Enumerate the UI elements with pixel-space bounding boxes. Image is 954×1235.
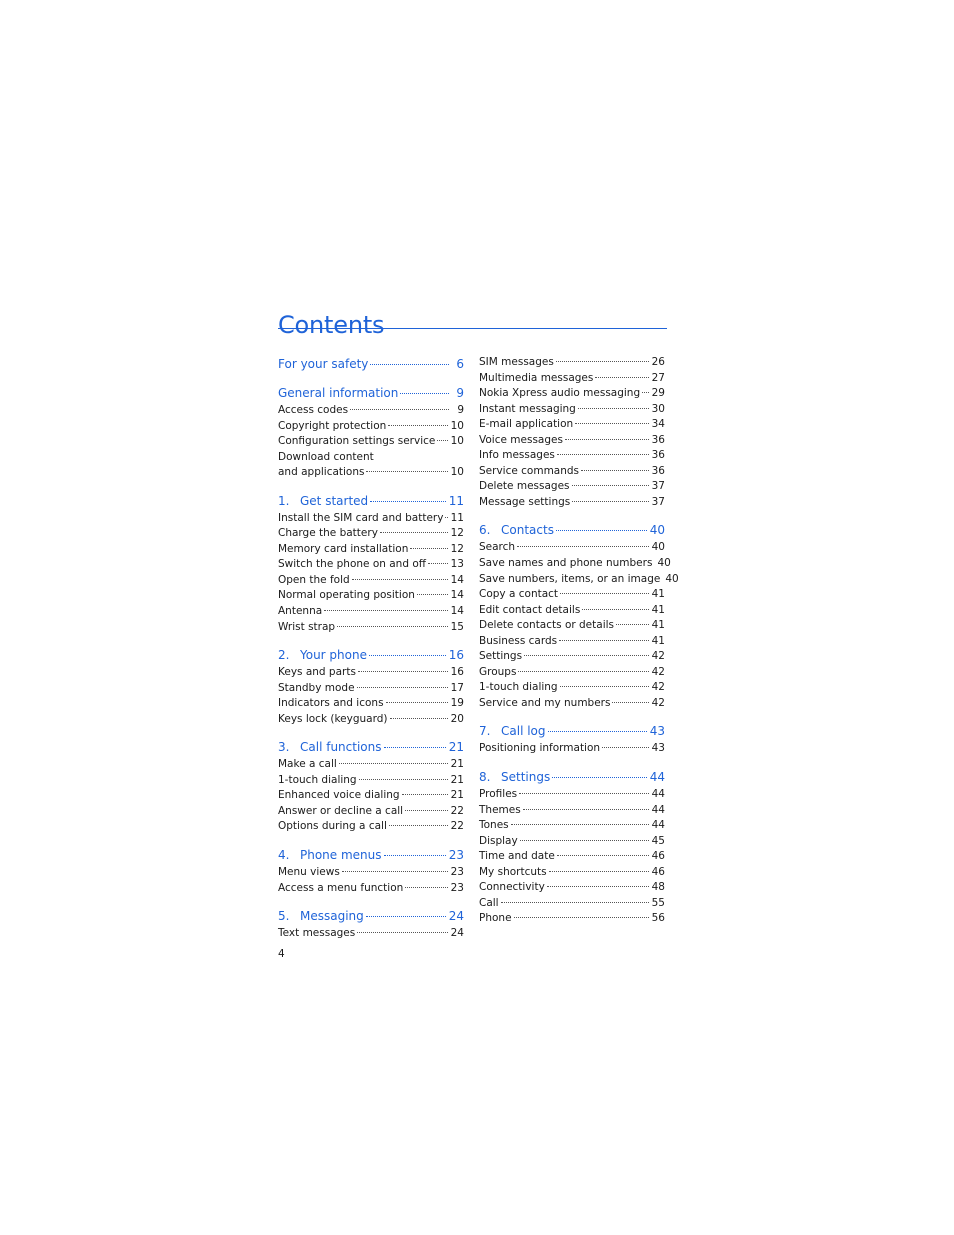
toc-page-number: 21 [450,773,464,786]
toc-page-number: 44 [649,770,665,785]
toc-page-number: 30 [651,402,665,415]
toc-page-number: 17 [450,681,464,694]
toc-entry-label: Nokia Xpress audio messaging [479,387,641,400]
toc-dot-leader [366,916,446,917]
toc-entry[interactable] [278,681,464,697]
toc-chapter-entry[interactable] [278,646,464,664]
toc-page-number: 55 [651,896,665,909]
toc-entry-label: Phone [479,912,512,925]
toc-section [479,521,679,711]
toc-chapter-label: Call log [501,724,546,739]
toc-dot-leader [595,377,648,378]
toc-chapter-title [278,907,364,925]
toc-page-number: 37 [651,480,665,493]
toc-dot-leader [417,594,448,595]
toc-dot-leader [549,871,649,872]
toc-chapter-entry[interactable] [479,722,665,740]
toc-entry-label: Service commands [479,464,580,477]
toc-entry[interactable] [479,386,665,402]
toc-chapter-label: Messaging [300,909,364,924]
toc-page-number: 44 [651,788,665,801]
toc-entry-label: Profiles [479,788,518,801]
toc-dot-leader [560,686,649,687]
toc-dot-leader [384,747,446,748]
toc-entry-label: Save names and phone numbers [479,557,653,570]
toc-dot-leader [517,546,649,547]
toc-entry[interactable] [479,634,665,650]
toc-entry[interactable] [278,696,464,712]
toc-page-number: 6 [456,357,464,371]
toc-entry-label: Info messages [479,449,555,462]
toc-page-number: 10 [450,435,464,448]
toc-chapter-number: 3. [278,740,290,755]
toc-page-number: 14 [450,605,464,618]
toc-dot-leader [523,809,649,810]
toc-entry-label: Instant messaging [479,402,576,415]
toc-entry[interactable] [479,371,665,387]
toc-section [278,384,464,481]
toc-entry-label: Voice messages [479,433,563,446]
toc-entry[interactable] [479,618,665,634]
toc-page-number: 40 [665,572,679,585]
toc-dot-leader [520,840,649,841]
toc-page-number: 9 [457,404,464,416]
toc-dot-leader [556,361,649,362]
toc-entry[interactable] [278,865,464,881]
toc-entry[interactable] [278,757,464,773]
toc-chapter-title [278,738,382,756]
toc-left-column [278,355,464,953]
toc-chapter-number: 6. [479,523,491,538]
toc-chapter-title [278,492,368,510]
toc-page-number: 26 [651,356,665,368]
toc-page-number: 21 [450,789,464,802]
toc-chapter-entry[interactable] [479,768,665,786]
toc-page-number: 45 [651,834,665,847]
toc-entry[interactable] [479,680,665,696]
toc-entry[interactable] [479,834,665,850]
toc-entry-label: Save numbers, items, or an image [479,572,661,585]
toc-page-number: 21 [448,740,464,755]
toc-dot-leader [519,793,649,794]
toc-chapter-label: Phone menus [300,848,382,863]
toc-dot-leader [445,517,447,518]
toc-entry-label: Enhanced voice dialing [278,789,400,802]
toc-dot-leader [511,824,649,825]
toc-entry[interactable] [479,417,665,433]
toc-chapter-label: Settings [501,770,551,785]
toc-dot-leader [357,687,448,688]
toc-entry-label: Charge the battery [278,527,378,540]
toc-page-number: 40 [649,523,665,538]
toc-entry[interactable] [278,573,464,589]
toc-page-number: 42 [651,681,665,694]
toc-page-number: 46 [651,865,665,878]
toc-page-number: 41 [651,588,665,601]
toc-dot-leader [578,408,649,409]
toc-entry[interactable] [479,603,665,619]
toc-dot-leader [402,794,448,795]
toc-page-number: 13 [450,558,464,571]
toc-dot-leader [380,532,448,533]
toc-dot-leader [337,626,448,627]
toc-entry[interactable] [278,804,464,820]
toc-entry-label: Call [479,896,499,909]
toc-chapter-label: Contacts [501,523,554,538]
toc-dot-leader [357,932,447,933]
toc-section [278,492,464,635]
toc-entry-label: Edit contact details [479,603,581,616]
toc-chapter-entry[interactable] [278,355,464,373]
toc-entry[interactable] [278,403,464,419]
toc-entry[interactable] [479,911,665,927]
toc-entry[interactable] [479,572,679,588]
toc-dot-leader [369,655,446,656]
toc-entry-label: Search [479,541,516,554]
toc-page-number: 12 [450,542,464,555]
toc-page-number: 41 [651,619,665,632]
toc-entry-label: 1-touch dialing [479,681,558,694]
toc-dot-leader [370,364,449,365]
toc-dot-leader [388,425,447,426]
toc-entry-label: Tones [479,819,509,832]
toc-page-number: 42 [651,665,665,678]
toc-dot-leader [350,409,449,410]
toc-entry-label: Message settings [479,495,571,508]
toc-dot-leader [612,702,648,703]
toc-entry-label: Display [479,834,518,847]
toc-chapter-entry[interactable] [278,384,464,402]
toc-page-number: 9 [456,386,464,400]
toc-dot-leader [410,548,447,549]
toc-page-number: 15 [450,620,464,633]
toc-dot-leader [358,671,448,672]
toc-page-number: 36 [651,464,665,477]
toc-page-number: 22 [450,820,464,833]
toc-entry-label: Indicators and icons [278,697,384,710]
toc-page-number: 29 [651,387,665,400]
toc-page-number: 19 [450,697,464,710]
toc-entry[interactable] [479,849,665,865]
toc-page-number: 14 [450,573,464,586]
toc-dot-leader [359,779,448,780]
toc-entry[interactable] [479,818,665,834]
toc-entry-label: Standby mode [278,681,355,694]
toc-dot-leader [400,393,449,394]
toc-entry-label: Keys and parts [278,666,356,679]
toc-chapter-title [479,521,554,539]
toc-entry[interactable] [278,588,464,604]
toc-entry-label: Options during a call [278,820,387,833]
toc-entry-label: 1-touch dialing [278,773,357,786]
toc-entry[interactable] [278,819,464,835]
toc-entry[interactable] [479,464,665,480]
toc-entry-label: Multimedia messages [479,371,594,384]
toc-section [479,355,665,510]
toc-chapter-number: 8. [479,770,491,785]
toc-entry[interactable] [479,880,665,896]
toc-entry[interactable] [479,696,665,712]
toc-page-number: 34 [651,418,665,431]
toc-dot-leader [602,747,649,748]
toc-chapter-title [278,846,382,864]
toc-chapter-title [278,355,368,373]
toc-entry[interactable] [479,402,665,418]
toc-entry[interactable] [479,741,665,757]
toc-dot-leader [386,702,448,703]
toc-entry[interactable] [278,604,464,620]
toc-page-number: 36 [651,433,665,446]
toc-entry[interactable] [278,526,464,542]
toc-dot-leader [518,671,648,672]
toc-chapter-entry[interactable] [278,907,464,925]
toc-page-number: 48 [651,881,665,894]
toc-dot-leader [524,655,649,656]
toc-page-number: 42 [651,696,665,709]
toc-entry[interactable] [479,433,665,449]
toc-dot-leader [556,530,647,531]
toc-chapter-title [278,384,398,402]
toc-dot-leader [390,718,448,719]
toc-entry[interactable] [278,712,464,728]
toc-page-number: 44 [651,803,665,816]
toc-page-number: 22 [450,804,464,817]
toc-page-number: 23 [450,881,464,894]
toc-page-number: 41 [651,603,665,616]
toc-entry-label: Antenna [278,605,323,618]
toc-chapter-label: Get started [300,493,369,508]
toc-chapter-label: For your safety [278,357,369,371]
toc-entry-label: Positioning information [479,742,601,755]
toc-chapter-number: 2. [278,648,290,663]
toc-page-number: 16 [450,666,464,679]
title-rule [278,328,667,329]
toc-entry-label: Make a call [278,758,337,771]
toc-entry[interactable] [278,557,464,573]
toc-dot-leader [565,439,649,440]
toc-entry-label: Open the fold [278,573,350,586]
toc-entry[interactable] [278,620,464,636]
toc-entry-label: Answer or decline a call [278,804,404,817]
toc-dot-leader [552,777,647,778]
toc-page-number: 24 [448,909,464,924]
toc-page-number: 11 [448,493,464,508]
toc-entry[interactable] [278,434,464,450]
toc-page-number: 46 [651,850,665,863]
toc-entry-label: Wrist strap [278,620,336,633]
toc-entry-label: Menu views [278,866,340,879]
toc-entry[interactable] [278,465,464,481]
toc-dot-leader [547,886,649,887]
toc-entry-label: and applications [278,466,365,479]
toc-chapter-entry[interactable] [278,738,464,756]
toc-entry-label: My shortcuts [479,865,547,878]
toc-page-number: 10 [450,466,464,479]
toc-dot-leader [437,440,447,441]
page-title: Contents [278,311,385,340]
toc-entry-label: Connectivity [479,881,545,894]
toc-entry-label: Copy a contact [479,588,559,601]
toc-entry[interactable] [479,865,665,881]
toc-entry-label: Text messages [278,927,356,940]
toc-entry[interactable] [278,773,464,789]
toc-entry[interactable] [479,787,665,803]
toc-entry-label: Time and date [479,850,555,863]
toc-page-number: 23 [450,866,464,879]
toc-chapter-number: 5. [278,909,290,924]
toc-chapter-label: Call functions [300,740,382,755]
toc-entry-label: Access codes [278,404,349,416]
toc-entry[interactable] [479,448,665,464]
toc-page-number: 10 [450,419,464,432]
toc-section [278,846,464,896]
toc-entry-label: Download content [278,450,374,463]
toc-page-number: 24 [450,927,464,940]
toc-page-number: 56 [651,912,665,925]
toc-page-number: 11 [450,511,464,524]
toc-dot-leader [548,731,647,732]
toc-dot-leader [501,902,649,903]
toc-entry[interactable] [479,649,665,665]
toc-entry-label: Configuration settings service [278,435,436,448]
toc-chapter-entry[interactable] [278,846,464,864]
toc-page-number: 21 [450,758,464,771]
toc-entry-label: Themes [479,803,521,816]
toc-dot-leader [384,855,446,856]
toc-dot-leader [342,871,448,872]
toc-page-number: 36 [651,449,665,462]
toc-entry[interactable] [278,926,464,942]
toc-chapter-entry[interactable] [278,492,464,510]
toc-entry-label: Delete messages [479,480,570,493]
toc-section [278,907,464,942]
toc-dot-leader [572,485,649,486]
toc-entry[interactable] [278,881,464,897]
toc-page-number: 23 [448,848,464,863]
toc-chapter-number: 7. [479,724,491,739]
toc-section [278,738,464,835]
toc-dot-leader [370,501,446,502]
toc-entry-label: E-mail application [479,418,574,431]
toc-entry[interactable] [278,665,464,681]
toc-entry-label: Switch the phone on and off [278,558,426,571]
toc-dot-leader [405,810,448,811]
toc-chapter-label: Your phone [300,648,367,663]
toc-entry[interactable] [479,495,665,511]
toc-page-number: 41 [651,634,665,647]
toc-entry[interactable] [479,896,665,912]
toc-entry-label: Settings [479,650,523,663]
toc-entry-label: SIM messages [479,356,554,368]
toc-page-number: 16 [448,648,464,663]
toc-entry-label: Groups [479,665,517,678]
toc-page-number: 40 [657,557,671,570]
toc-entry[interactable] [479,355,665,371]
toc-dot-leader [405,887,447,888]
toc-entry[interactable] [278,419,464,435]
toc-entry[interactable] [479,587,665,603]
toc-entry-label: Keys lock (keyguard) [278,712,388,725]
toc-entry[interactable] [479,665,665,681]
page-number: 4 [278,948,285,960]
toc-entry[interactable] [479,540,665,556]
toc-page-number: 43 [649,724,665,739]
toc-dot-leader [642,392,648,393]
toc-entry[interactable] [479,479,665,495]
toc-dot-leader [389,825,448,826]
toc-dot-leader [581,470,649,471]
toc-section [278,355,464,373]
toc-dot-leader [557,454,649,455]
toc-chapter-title [479,768,550,786]
toc-entry-label: Business cards [479,634,558,647]
toc-entry[interactable] [479,803,665,819]
toc-chapter-number: 1. [278,493,290,508]
toc-dot-leader [428,563,448,564]
toc-entry[interactable] [278,542,464,558]
toc-chapter-number: 4. [278,848,290,863]
toc-entry-label: Normal operating position [278,589,415,602]
toc-entry-label: Copyright protection [278,419,387,432]
toc-dot-leader [324,610,447,611]
toc-dot-leader [339,763,448,764]
toc-chapter-entry[interactable] [479,521,665,539]
toc-entry[interactable] [278,511,464,527]
toc-dot-leader [559,640,649,641]
toc-page-number: 44 [651,819,665,832]
toc-section [278,646,464,727]
toc-entry-label: Install the SIM card and battery [278,511,444,524]
toc-chapter-title [278,646,367,664]
toc-page-number: 43 [651,742,665,755]
toc-dot-leader [514,917,649,918]
toc-page-number: 27 [651,371,665,384]
toc-chapter-title [479,722,546,740]
toc-entry[interactable] [278,450,464,466]
toc-page-number: 40 [651,541,665,554]
toc-page-number: 37 [651,495,665,508]
toc-section [479,768,665,927]
toc-dot-leader [557,855,649,856]
toc-page-number: 14 [450,589,464,602]
toc-entry-label: Memory card installation [278,542,409,555]
toc-right-column [479,355,679,938]
toc-dot-leader [572,501,648,502]
toc-dot-leader [616,624,649,625]
toc-page-number: 20 [450,712,464,725]
toc-entry[interactable] [278,788,464,804]
toc-dot-leader [575,423,648,424]
toc-entry-label: Access a menu function [278,881,404,894]
toc-dot-leader [582,609,648,610]
toc-section [479,722,665,757]
toc-page-number: 42 [651,650,665,663]
toc-dot-leader [352,579,448,580]
toc-entry-label: Delete contacts or details [479,619,614,632]
toc-entry[interactable] [479,556,671,572]
toc-dot-leader [366,471,447,472]
toc-chapter-label: General information [278,386,399,400]
toc-entry-label: Service and my numbers [479,696,611,709]
toc-page-number: 12 [450,527,464,540]
toc-dot-leader [560,593,649,594]
